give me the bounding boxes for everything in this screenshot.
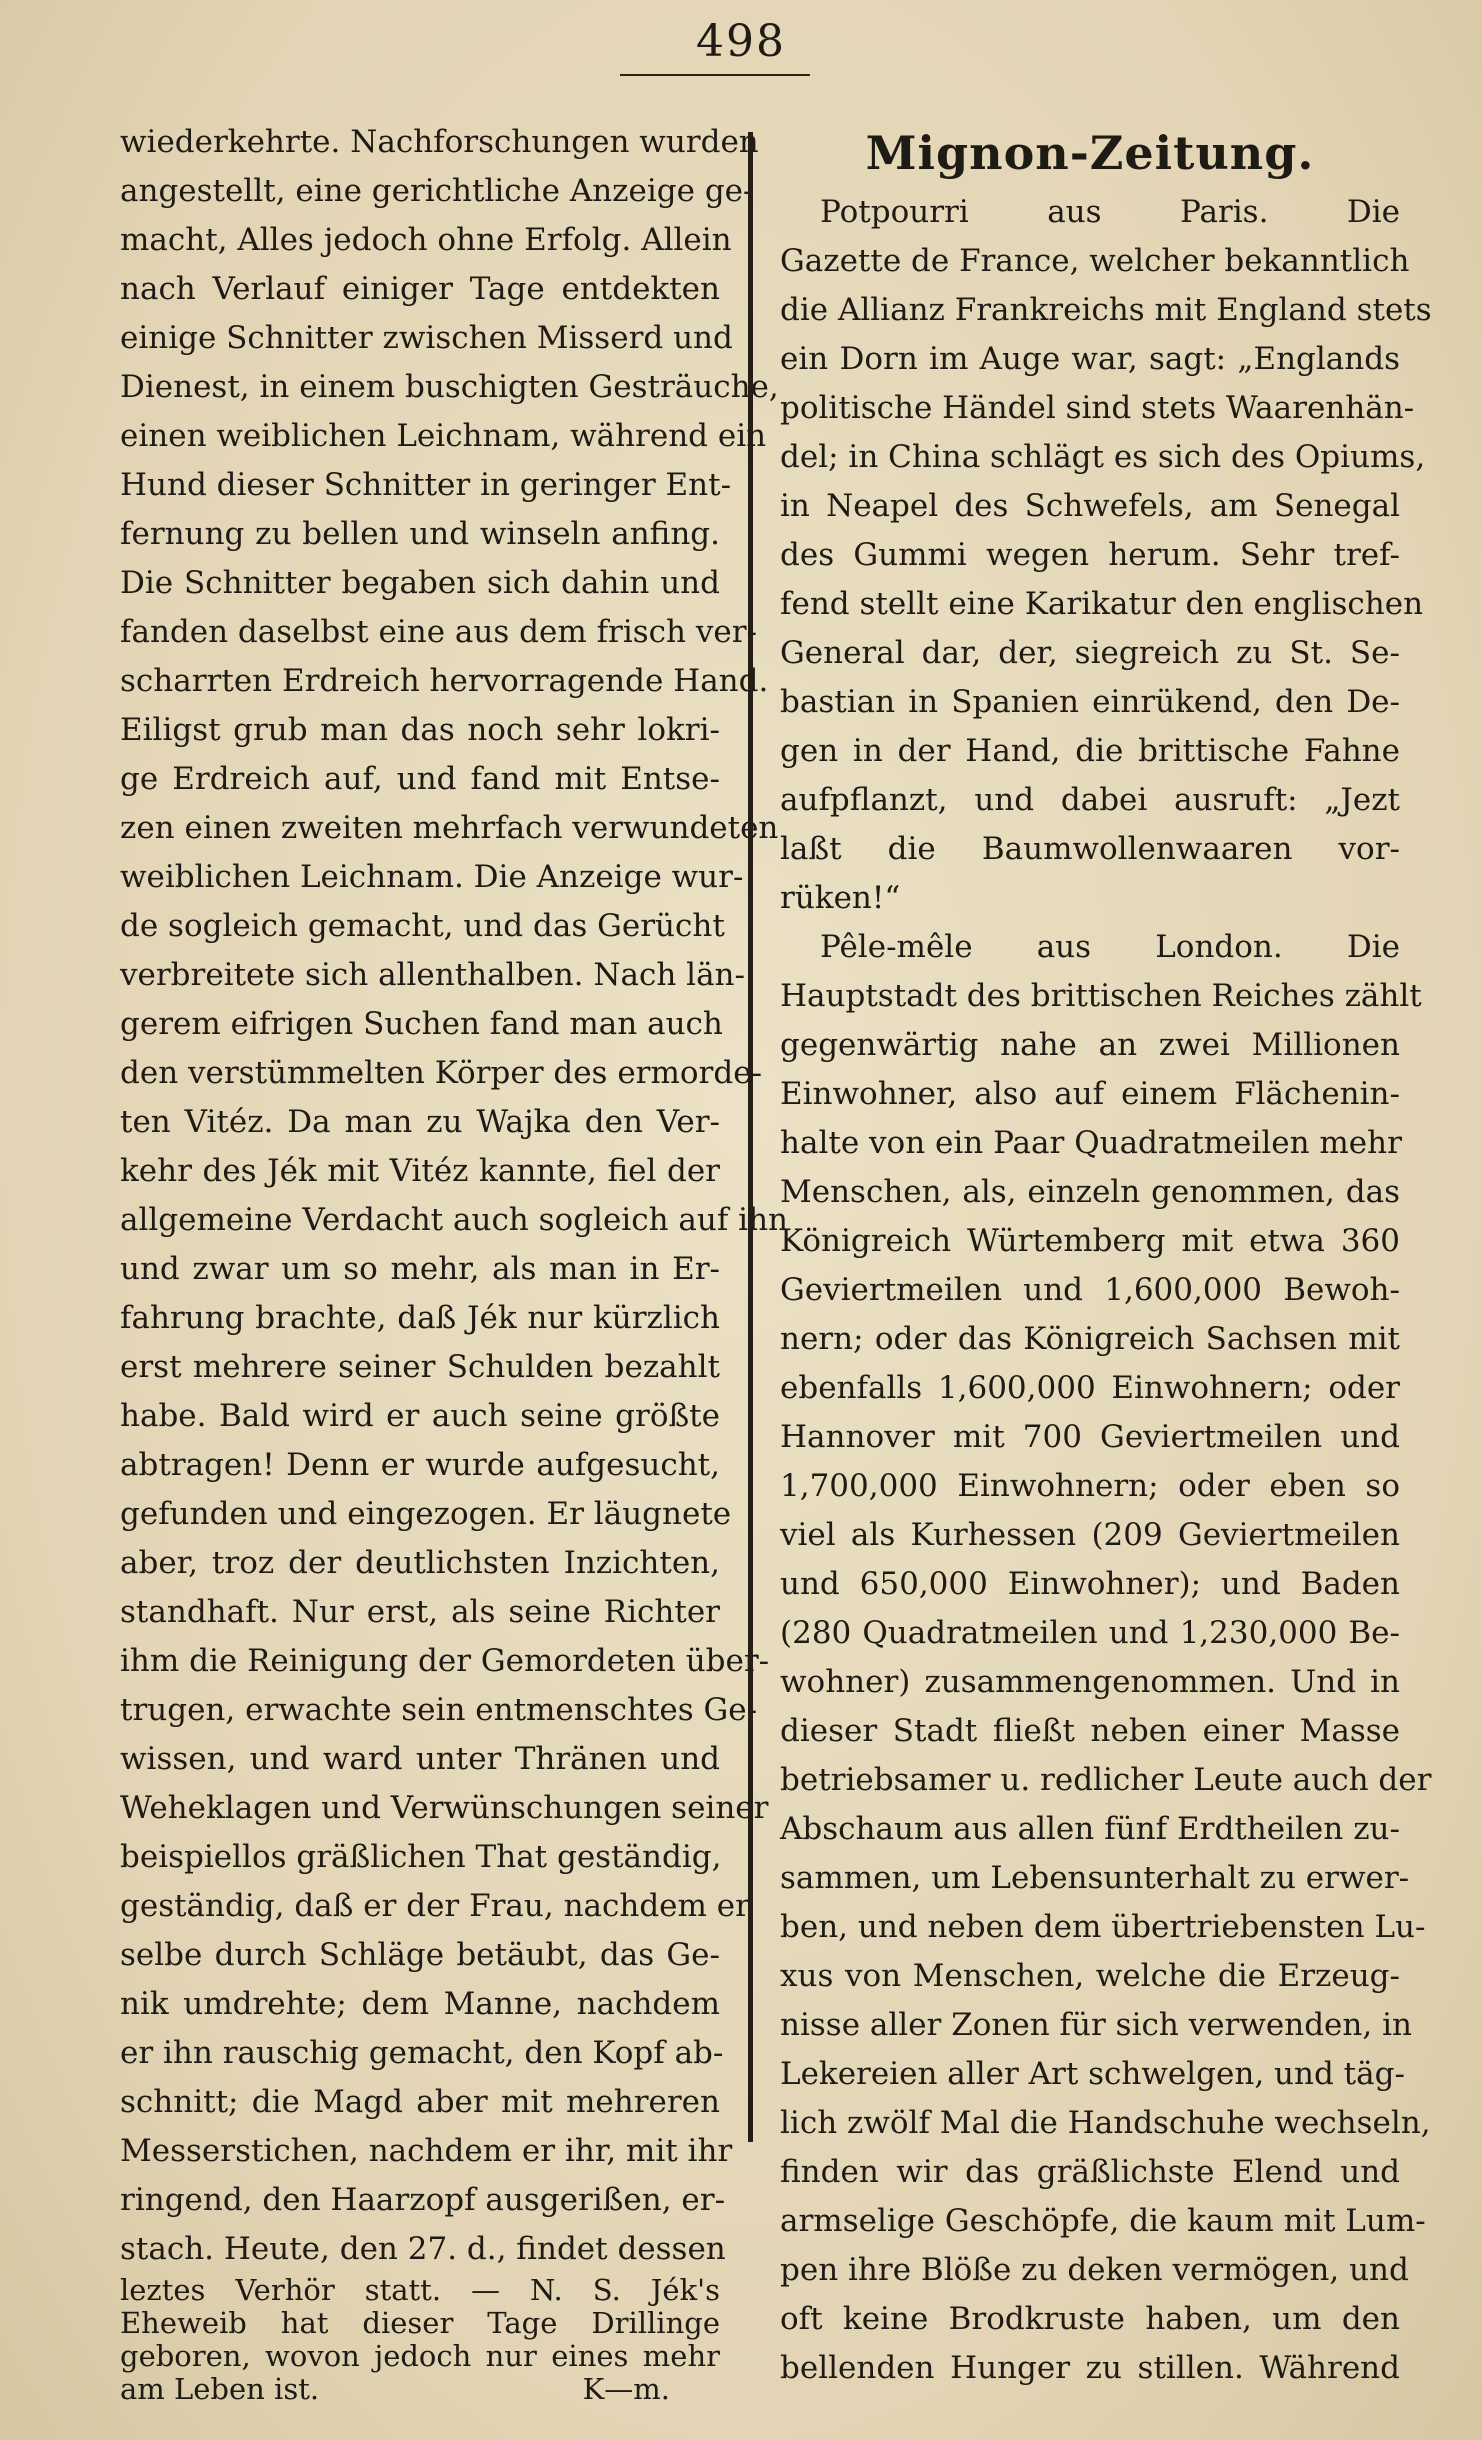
text-line: bastian in Spanien einrükend, den De-	[780, 684, 1400, 720]
closing-line	[120, 2373, 720, 2406]
text-line: Dienest, in einem buschigten Gesträuche,	[120, 369, 779, 405]
text-line: gegenwärtig nahe an zwei Millionen	[780, 1027, 1400, 1063]
header-rule	[620, 74, 810, 76]
article-pele-mele	[780, 923, 1432, 2393]
text-line: sammen, um Lebensunterhalt zu erwer-	[780, 1860, 1410, 1896]
text-line: nach Verlauf einiger Tage entdekten	[120, 271, 720, 307]
text-line-small: leztes Verhör statt. — N. S. Jék's	[120, 2273, 720, 2307]
text-line: ihm die Reinigung der Gemordeten über-	[120, 1643, 770, 1679]
text-line: des Gummi wegen herum. Sehr tref-	[780, 537, 1400, 573]
text-line: stach. Heute, den 27. d., findet dessen	[120, 2231, 726, 2267]
text-line: nisse aller Zonen für sich verwenden, in	[780, 2007, 1412, 2043]
text-line: trugen, erwachte sein entmenschtes Ge-	[120, 1692, 758, 1728]
text-line: Gazette de France, welcher bekanntlich	[780, 243, 1410, 279]
text-line: Eiligst grub man das noch sehr lokri-	[120, 712, 720, 748]
text-line-small: geboren, wovon jedoch nur eines mehr	[120, 2339, 720, 2373]
text-line: wissen, und ward unter Thränen und	[120, 1741, 720, 1777]
text-line: halte von ein Paar Quadratmeilen mehr	[780, 1125, 1402, 1161]
text-line: General dar, der, siegreich zu St. Se-	[780, 635, 1400, 671]
text-line: wohner) zusammengenommen. Und in	[780, 1664, 1400, 1700]
text-line: fend stellt eine Karikatur den englischen	[780, 586, 1424, 622]
text-line: laßt die Baumwollenwaaren vor-	[780, 831, 1400, 867]
text-line: lich zwölf Mal die Handschuhe wechseln,	[780, 2105, 1431, 2141]
text-line: Hannover mit 700 Geviertmeilen und	[780, 1419, 1400, 1455]
text-line: ringend, den Haarzopf ausgerißen, er-	[120, 2182, 726, 2218]
text-line: Die Schnitter begaben sich dahin und	[120, 565, 720, 601]
text-line: verbreitete sich allenthalben. Nach län-	[120, 957, 745, 993]
text-line: Geviertmeilen und 1,600,000 Bewoh-	[780, 1272, 1400, 1308]
text-line: Königreich Würtemberg mit etwa 360	[780, 1223, 1400, 1259]
text-line: wiederkehrte. Nachforschungen wurden	[120, 124, 759, 160]
text-line: macht, Alles jedoch ohne Erfolg. Allein	[120, 222, 732, 258]
text-line: ein Dorn im Auge war, sagt: „Englands	[780, 341, 1400, 377]
right-column	[780, 118, 1432, 2393]
text-line: ben, und neben dem übertriebensten Lu-	[780, 1909, 1426, 1945]
text-line: betriebsamer u. redlicher Leute auch der	[780, 1762, 1432, 1798]
text-line: die Allianz Frankreichs mit England stets	[780, 292, 1432, 328]
text-line: Messerstichen, nachdem er ihr, mit ihr	[120, 2133, 733, 2169]
text-line: zen einen zweiten mehrfach verwundeten	[120, 810, 779, 846]
text-line: schnitt; die Magd aber mit mehreren	[120, 2084, 720, 2120]
text-line: ge Erdreich auf, und fand mit Entse-	[120, 761, 720, 797]
text-line: Hauptstadt des brittischen Reiches zählt	[780, 978, 1422, 1014]
text-line: geständig, daß er der Frau, nachdem er	[120, 1888, 750, 1924]
text-line: den verstümmelten Körper des ermorde-	[120, 1055, 763, 1091]
page-number: 498	[696, 16, 786, 67]
text-line: allgemeine Verdacht auch sogleich auf ihn	[120, 1202, 789, 1238]
text-line: 1,700,000 Einwohnern; oder eben so	[780, 1468, 1400, 1504]
text-line: ten Vitéz. Da man zu Wajka den Ver-	[120, 1104, 720, 1140]
text-line: dieser Stadt fließt neben einer Masse	[780, 1713, 1400, 1749]
text-line: und 650,000 Einwohner); und Baden	[780, 1566, 1400, 1602]
text-line: erst mehrere seiner Schulden bezahlt	[120, 1349, 720, 1385]
text-line: er ihn rauschig gemacht, den Kopf ab-	[120, 2035, 724, 2071]
text-line: finden wir das gräßlichste Elend und	[780, 2154, 1400, 2190]
text-line: Weheklagen und Verwünschungen seiner	[120, 1790, 769, 1826]
text-line: nik umdrehte; dem Manne, nachdem	[120, 1986, 720, 2022]
text-line: politische Händel sind stets Waarenhän-	[780, 390, 1415, 426]
article-heading-line: Potpourri aus Paris. Die	[820, 194, 1400, 230]
text-line: gerem eifrigen Suchen fand man auch	[120, 1006, 723, 1042]
article-heading-line: Pêle-mêle aus London. Die	[820, 929, 1400, 965]
text-line: Abschaum aus allen fünf Erdtheilen zu-	[780, 1811, 1400, 1847]
text-line: kehr des Jék mit Vitéz kannte, fiel der	[120, 1153, 720, 1189]
text-line: angestellt, eine gerichtliche Anzeige ge-	[120, 173, 754, 209]
text-line-small: Eheweib hat dieser Tage Drillinge	[120, 2306, 720, 2340]
text-line: abtragen! Denn er wurde aufgesucht,	[120, 1447, 720, 1483]
text-line: standhaft. Nur erst, als seine Richter	[120, 1594, 720, 1630]
text-line: selbe durch Schläge betäubt, das Ge-	[120, 1937, 720, 1973]
text-line: Einwohner, also auf einem Flächenin-	[780, 1076, 1400, 1112]
text-line: oft keine Brodkruste haben, um den	[780, 2301, 1400, 2337]
author-signature: K—m.	[582, 2372, 670, 2406]
closing-text: am Leben ist.	[120, 2372, 320, 2406]
text-line: xus von Menschen, welche die Erzeug-	[780, 1958, 1400, 1994]
text-line: del; in China schlägt es sich des Opiums,	[780, 439, 1426, 475]
text-line: rüken!“	[780, 880, 901, 916]
column-divider	[748, 132, 753, 2142]
text-line: nern; oder das Königreich Sachsen mit	[780, 1321, 1400, 1357]
text-line: fanden daselbst eine aus dem frisch ver-	[120, 614, 758, 650]
text-line: gefunden und eingezogen. Er läugnete	[120, 1496, 732, 1532]
text-line: einen weiblichen Leichnam, während ein	[120, 418, 767, 454]
article-potpourri	[780, 188, 1432, 923]
text-line: pen ihre Blöße zu deken vermögen, und	[780, 2252, 1409, 2288]
text-line: aber, troz der deutlichsten Inzichten,	[120, 1545, 720, 1581]
text-line: Hund dieser Schnitter in geringer Ent-	[120, 467, 732, 503]
text-line: habe. Bald wird er auch seine größte	[120, 1398, 720, 1434]
text-line: de sogleich gemacht, und das Gerücht	[120, 908, 725, 944]
text-line: fahrung brachte, daß Jék nur kürzlich	[120, 1300, 720, 1336]
text-line: gen in der Hand, die brittische Fahne	[780, 733, 1400, 769]
text-line: fernung zu bellen und winseln anfing.	[120, 516, 720, 552]
section-title: Mignon-Zeitung.	[865, 126, 1315, 180]
text-line: in Neapel des Schwefels, am Senegal	[780, 488, 1400, 524]
text-line: ebenfalls 1,600,000 Einwohnern; oder	[780, 1370, 1400, 1406]
text-line: und zwar um so mehr, als man in Er-	[120, 1251, 720, 1287]
text-line: Menschen, als, einzeln genommen, das	[780, 1174, 1400, 1210]
text-line: Lekereien aller Art schwelgen, und täg-	[780, 2056, 1405, 2092]
text-line: viel als Kurhessen (209 Geviertmeilen	[780, 1517, 1400, 1553]
left-column	[120, 118, 789, 2406]
text-line: bellenden Hunger zu stillen. Während	[780, 2350, 1400, 2386]
text-line: beispiellos gräßlichen That geständig,	[120, 1839, 722, 1875]
text-line: scharrten Erdreich hervorragende Hand.	[120, 663, 769, 699]
text-line: aufpflanzt, und dabei ausruft: „Jezt	[780, 782, 1400, 818]
text-line: weiblichen Leichnam. Die Anzeige wur-	[120, 859, 744, 895]
text-line: (280 Quadratmeilen und 1,230,000 Be-	[780, 1615, 1400, 1651]
text-line: einige Schnitter zwischen Misserd und	[120, 320, 733, 356]
text-line: armselige Geschöpfe, die kaum mit Lum-	[780, 2203, 1426, 2239]
